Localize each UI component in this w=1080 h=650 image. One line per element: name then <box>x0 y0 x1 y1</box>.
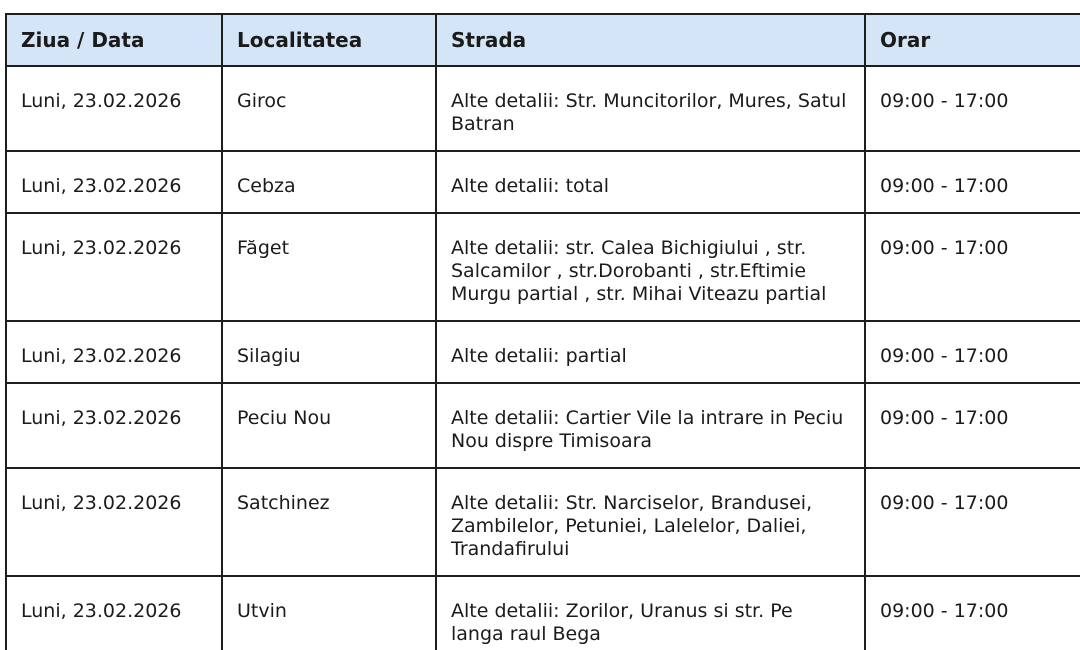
cell-time: 09:00 - 17:00 <box>865 321 1080 383</box>
cell-date: Luni, 23.02.2026 <box>6 321 222 383</box>
table-row <box>6 321 1080 383</box>
cell-date: Luni, 23.02.2026 <box>6 66 222 151</box>
cell-locality: Silagiu <box>222 321 436 383</box>
cell-date: Luni, 23.02.2026 <box>6 213 222 321</box>
table-row <box>6 151 1080 213</box>
cell-street: Alte detalii: Str. Narciselor, Brandusei, Zambilelor, Petuniei, Lalelelor, Daliei, Trandafirului <box>436 468 865 576</box>
cell-date: Luni, 23.02.2026 <box>6 383 222 468</box>
cell-locality: Făget <box>222 213 436 321</box>
cell-street: Alte detalii: total <box>436 151 865 213</box>
header-date: Ziua / Data <box>6 14 222 66</box>
table-row <box>6 66 1080 151</box>
cell-date: Luni, 23.02.2026 <box>6 151 222 213</box>
cell-time: 09:00 - 17:00 <box>865 383 1080 468</box>
cell-street: Alte detalii: Zorilor, Uranus si str. Pe langa raul Bega <box>436 576 865 650</box>
table-row <box>6 576 1080 650</box>
cell-time: 09:00 - 17:00 <box>865 213 1080 321</box>
table-row <box>6 468 1080 576</box>
cell-street: Alte detalii: partial <box>436 321 865 383</box>
cell-street: Alte detalii: Cartier Vile la intrare in Peciu Nou dispre Timisoara <box>436 383 865 468</box>
table-header-row <box>6 14 1080 66</box>
cell-locality: Giroc <box>222 66 436 151</box>
cell-locality: Utvin <box>222 576 436 650</box>
cell-locality: Satchinez <box>222 468 436 576</box>
cell-time: 09:00 - 17:00 <box>865 576 1080 650</box>
cell-date: Luni, 23.02.2026 <box>6 468 222 576</box>
cell-locality: Cebza <box>222 151 436 213</box>
cell-street: Alte detalii: str. Calea Bichigiului , str. Salcamilor , str.Dorobanti , str.Eftimie Murgu partial , str. Mihai Viteazu partial <box>436 213 865 321</box>
header-street: Strada <box>436 14 865 66</box>
cell-time: 09:00 - 17:00 <box>865 468 1080 576</box>
cell-time: 09:00 - 17:00 <box>865 66 1080 151</box>
table-row <box>6 213 1080 321</box>
cell-street: Alte detalii: Str. Muncitorilor, Mures, Satul Batran <box>436 66 865 151</box>
header-time: Orar <box>865 14 1080 66</box>
cell-locality: Peciu Nou <box>222 383 436 468</box>
header-locality: Localitatea <box>222 14 436 66</box>
cell-date: Luni, 23.02.2026 <box>6 576 222 650</box>
outage-schedule-table <box>5 13 1080 650</box>
cell-time: 09:00 - 17:00 <box>865 151 1080 213</box>
table-row <box>6 383 1080 468</box>
cropped-heading-fragment <box>4 0 214 2</box>
